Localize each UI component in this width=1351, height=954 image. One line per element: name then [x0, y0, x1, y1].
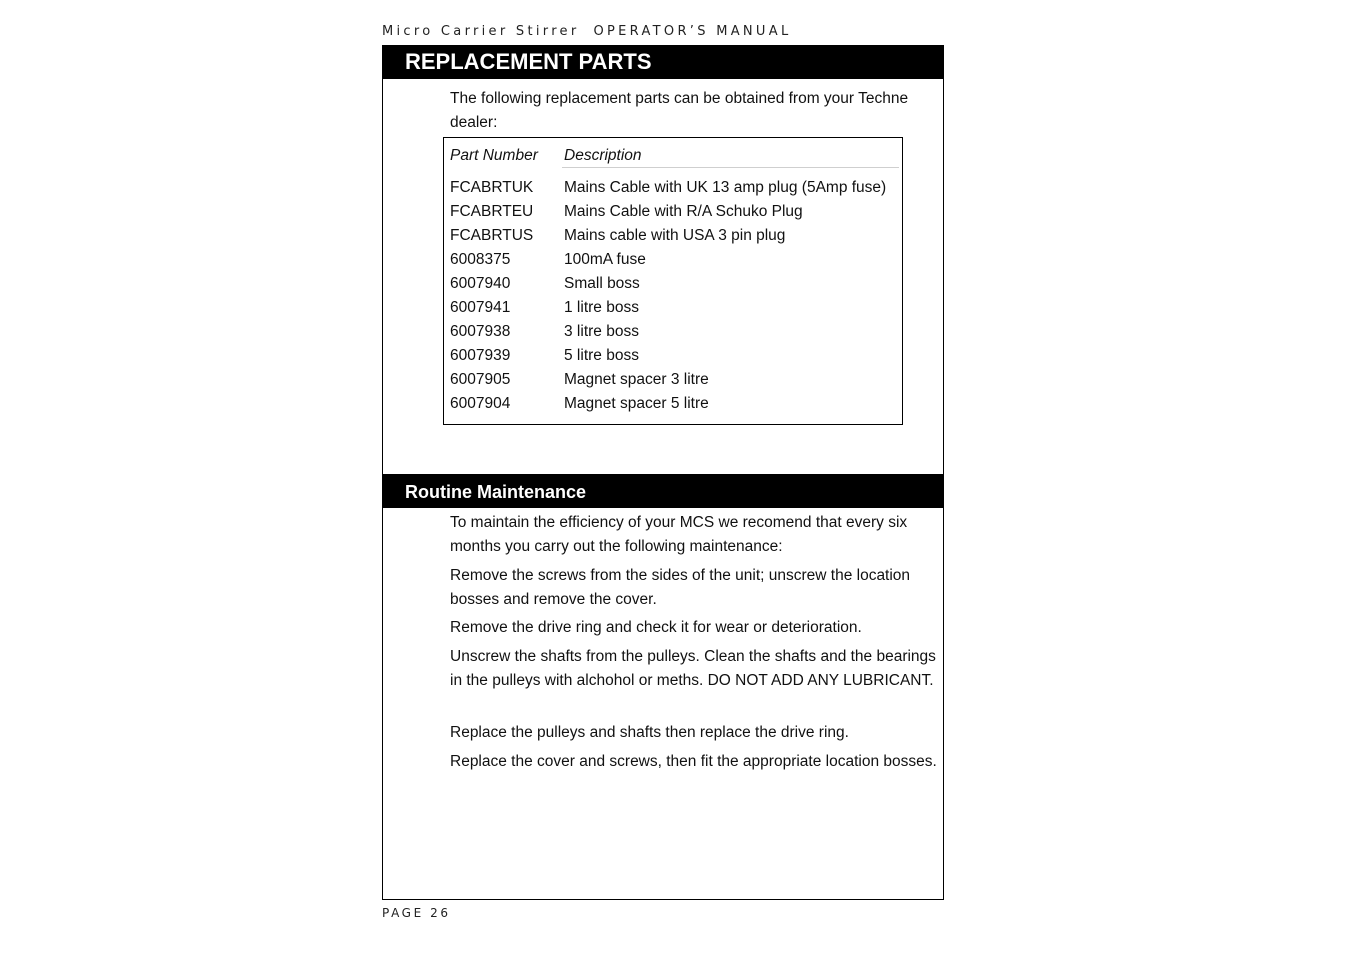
maintenance-paragraph: Remove the drive ring and check it for wear or deterioration. [450, 619, 862, 636]
part-description: Magnet spacer 5 litre [564, 395, 709, 412]
product-name: Micro Carrier Stirrer [382, 24, 580, 39]
part-description: Magnet spacer 3 litre [564, 371, 709, 388]
table-row [444, 320, 902, 344]
table-row [444, 392, 902, 416]
page-frame [382, 45, 944, 900]
maintenance-paragraph: Unscrew the shafts from the pulleys. Clean the shafts and the bearings in the pulleys with alchohol or meths. DO NOT ADD ANY LUBRICANT. [450, 648, 936, 689]
maintenance-paragraph: Replace the cover and screws, then fit the appropriate location bosses. [450, 753, 937, 770]
col-part-number: Part Number [450, 147, 538, 164]
maintenance-paragraph: Replace the pulleys and shafts then replace the drive ring. [450, 724, 849, 741]
col-description: Description [564, 147, 642, 164]
table-row [444, 272, 902, 296]
part-number: FCABRTUK [450, 179, 534, 196]
part-number: 6007905 [450, 371, 511, 388]
routine-maintenance-heading: Routine Maintenance [383, 474, 943, 508]
table-row [444, 248, 902, 272]
part-description: 3 litre boss [564, 323, 639, 340]
maintenance-paragraph: Remove the screws from the sides of the unit; unscrew the location bosses and remove the cover. [450, 567, 911, 608]
part-number: FCABRTUS [450, 227, 534, 244]
part-number: 6007941 [450, 299, 511, 316]
page-number: PAGE 26 [382, 906, 451, 920]
table-row [444, 344, 902, 368]
part-number: 6007939 [450, 347, 511, 364]
part-number: 6008375 [450, 251, 511, 268]
part-description: Mains cable with USA 3 pin plug [564, 227, 786, 244]
table-row [444, 200, 902, 224]
maintenance-paragraph: To maintain the efficiency of your MCS we recomend that every six months you carry out the following maintenance: [450, 514, 908, 555]
running-header [382, 24, 791, 39]
part-number: 6007938 [450, 323, 511, 340]
table-header [444, 144, 902, 168]
part-description: 100mA fuse [564, 251, 646, 268]
part-description: 5 litre boss [564, 347, 639, 364]
part-number: FCABRTEU [450, 203, 534, 220]
manual-title: OPERATOR’S MANUAL [593, 24, 792, 39]
part-description: 1 litre boss [564, 299, 639, 316]
table-row [444, 368, 902, 392]
part-description: Small boss [564, 275, 640, 292]
table-row [444, 176, 902, 200]
table-row [444, 224, 902, 248]
replacement-parts-heading: REPLACEMENT PARTS [383, 46, 943, 79]
header-rule [562, 167, 899, 168]
part-number: 6007940 [450, 275, 511, 292]
parts-table [443, 137, 903, 425]
table-row [444, 296, 902, 320]
part-description: Mains Cable with UK 13 amp plug (5Amp fuse) [564, 179, 887, 196]
parts-intro: The following replacement parts can be obtained from your Techne dealer: [450, 90, 909, 131]
part-number: 6007904 [450, 395, 511, 412]
part-description: Mains Cable with R/A Schuko Plug [564, 203, 803, 220]
